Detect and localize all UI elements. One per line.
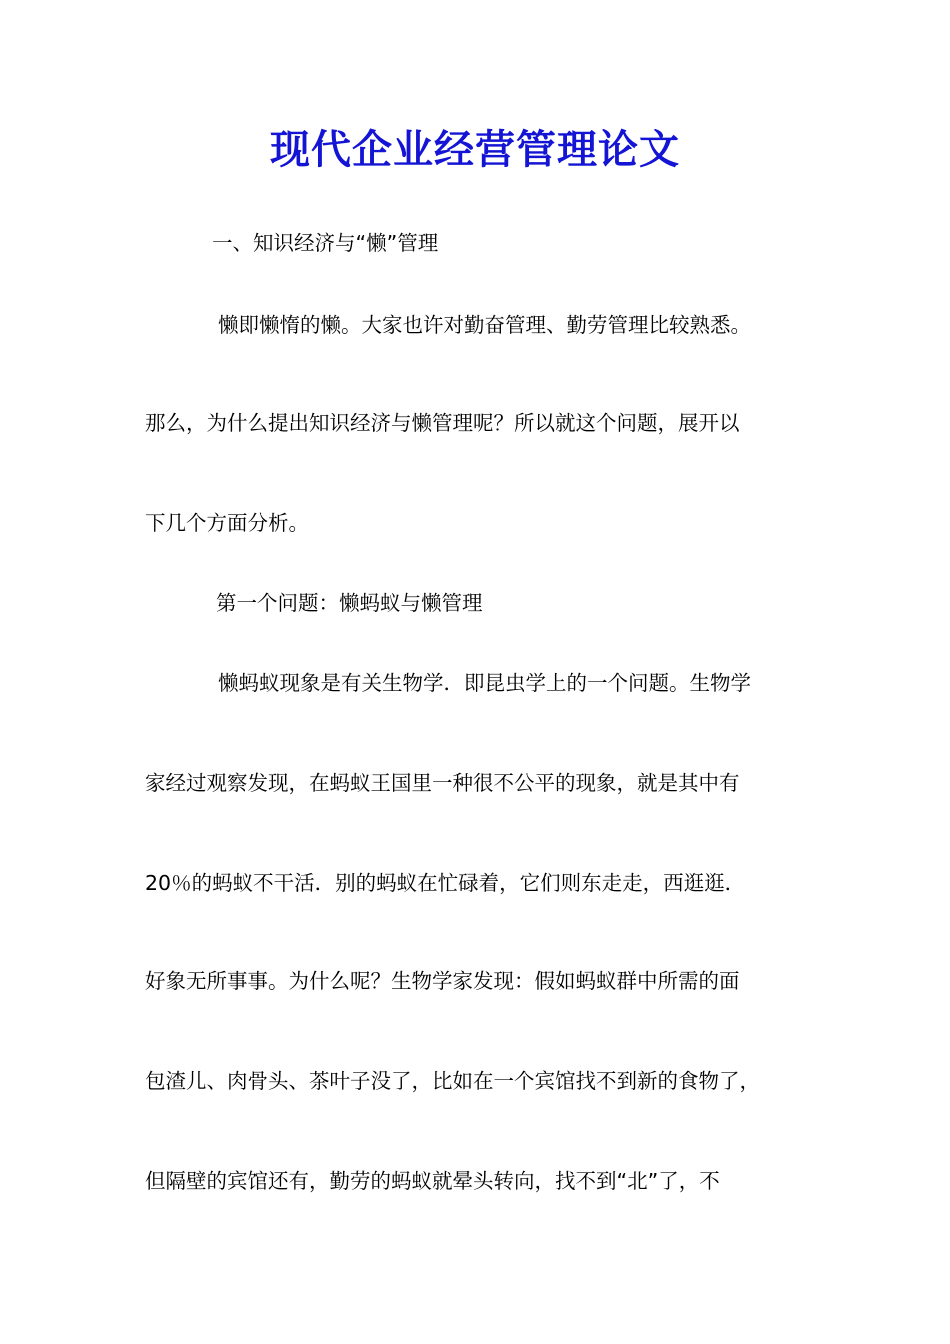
- document-title: 现代企业经营管理论文: [270, 126, 680, 173]
- subsection-heading: 第一个问题：懒蚂蚁与懒管理: [216, 591, 483, 615]
- paragraph-line: 懒即懒惰的懒。大家也许对勤奋管理、勤劳管理比较熟悉。: [218, 313, 751, 337]
- paragraph-line: 懒蚂蚁现象是有关生物学．即昆虫学上的一个问题。生物学: [218, 671, 751, 695]
- paragraph-line: 好象无所事事。为什么呢？生物学家发现：假如蚂蚁群中所需的面: [145, 969, 740, 993]
- paragraph-line: 家经过观察发现，在蚂蚁王国里一种很不公平的现象，就是其中有: [145, 771, 740, 795]
- paragraph-line: 但隔壁的宾馆还有，勤劳的蚂蚁就晕头转向，找不到“北”了，不: [145, 1169, 720, 1193]
- paragraph-line: 那么，为什么提出知识经济与懒管理呢？所以就这个问题，展开以: [145, 411, 740, 435]
- paragraph-line: 包渣儿、肉骨头、茶叶子没了，比如在一个宾馆找不到新的食物了，: [145, 1069, 760, 1093]
- section-heading: 一、知识经济与“懒”管理: [212, 231, 439, 255]
- paragraph-line: 20％的蚂蚁不干活．别的蚂蚁在忙碌着，它们则东走走，西逛逛．: [145, 871, 746, 895]
- paragraph-line: 下几个方面分析。: [145, 511, 309, 535]
